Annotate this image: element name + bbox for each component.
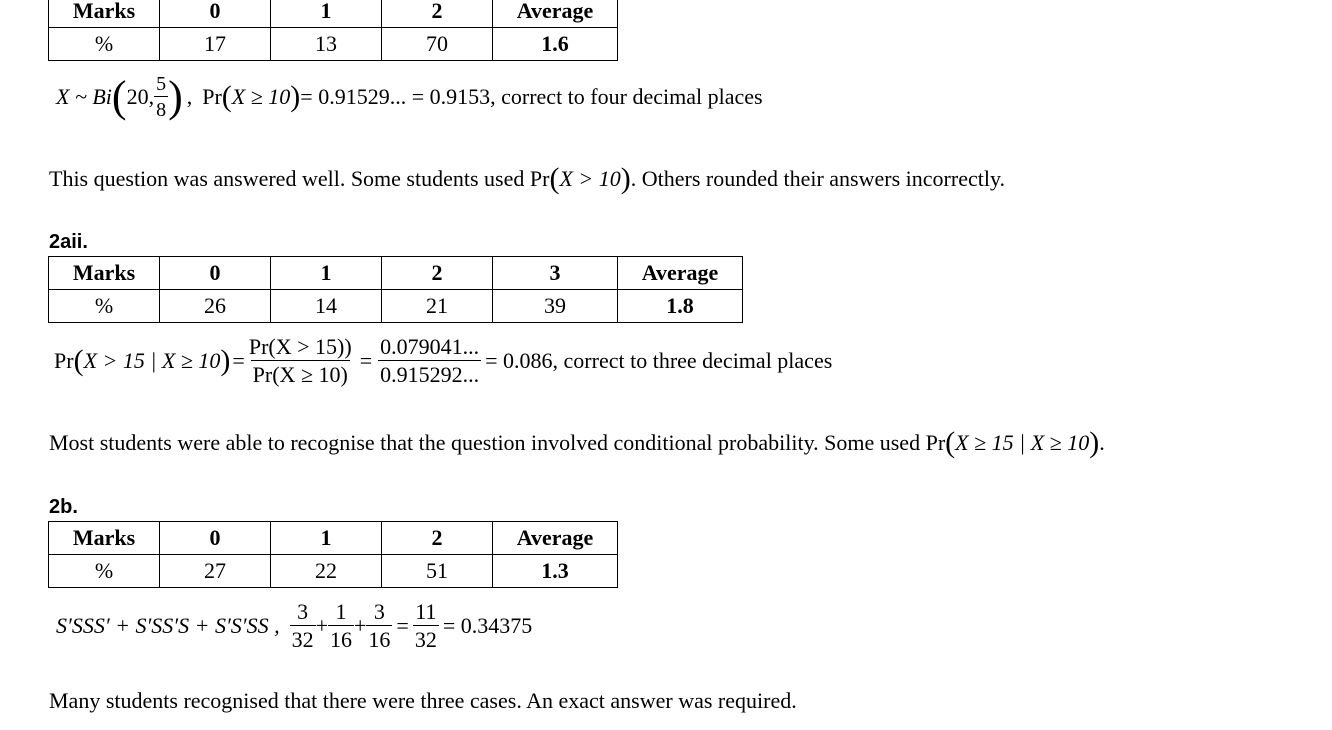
comment-text: . Others rounded their answers incorrectly. [630, 166, 1006, 191]
fraction [378, 336, 481, 386]
formula-pr: Pr [54, 348, 74, 373]
table-header-cell: Average [493, 0, 618, 28]
binomial-formula [56, 66, 763, 128]
paren-close: ) [620, 162, 631, 195]
fraction-denominator: 16 [330, 627, 352, 652]
table-header-cell: 0 [160, 257, 271, 290]
paren-open: ( [111, 72, 127, 121]
fraction [328, 601, 354, 651]
table-header-cell: 2 [382, 0, 493, 28]
paren-close: ) [1089, 426, 1100, 459]
conditional-probability-formula [54, 330, 832, 392]
table-header-cell: 3 [493, 257, 618, 290]
fraction [290, 601, 316, 651]
table-header-row [49, 257, 743, 290]
fraction-numerator: 11 [415, 599, 437, 624]
table-header-cell: 1 [271, 0, 382, 28]
formula-pr: Pr [202, 84, 222, 109]
table-cell-average: 1.8 [618, 290, 743, 323]
equals-sign: = [396, 613, 409, 638]
table-row [49, 555, 618, 588]
fraction-denominator: 32 [414, 627, 437, 652]
table-row [49, 28, 618, 61]
fraction-numerator: 0.079041... [380, 334, 480, 359]
fraction [366, 601, 392, 651]
fraction-denominator: 16 [368, 627, 391, 652]
section-2b-comment: Many students recognised that there were three cases. An exact answer was required. [49, 688, 797, 713]
table-header-cell: 2 [382, 522, 493, 555]
formula-lhs: X ~ Bi [56, 84, 112, 109]
comment-text: Most students were able to recognise that the question involved conditional probability. Some used [49, 430, 926, 455]
table-header-cell: Marks [49, 522, 160, 555]
table-header-row [49, 522, 618, 555]
table-cell: % [49, 555, 160, 588]
fraction-denominator: 0.915292... [380, 362, 480, 387]
fraction-denominator: 8 [154, 96, 168, 120]
table-cell: 13 [271, 28, 382, 61]
fraction [247, 336, 354, 386]
fraction-denominator: 32 [291, 627, 314, 652]
section-1-comment [49, 164, 1005, 194]
plus-sign: + [354, 613, 367, 638]
paren-open: ( [221, 80, 232, 113]
table-cell: 17 [160, 28, 271, 61]
table-cell: 22 [271, 555, 382, 588]
comment-event: X ≥ 15 | X ≥ 10 [955, 430, 1090, 455]
table-cell-average: 1.3 [493, 555, 618, 588]
marks-table-2b [48, 521, 618, 588]
fraction-numerator: 5 [156, 73, 167, 95]
table-cell: 51 [382, 555, 493, 588]
fraction-denominator: Pr(X ≥ 10) [252, 362, 348, 387]
fraction-numerator: 3 [373, 599, 385, 624]
table-header-row [49, 0, 618, 28]
paren-open: ( [945, 426, 956, 459]
fraction [413, 601, 439, 651]
table-cell: 14 [271, 290, 382, 323]
table-header-cell: Marks [49, 0, 160, 28]
comment-text: . [1099, 430, 1105, 455]
table-cell: 70 [382, 28, 493, 61]
paren-open: ( [73, 344, 84, 377]
table-row [49, 290, 743, 323]
paren-close: ) [168, 72, 183, 121]
formula-cases: S′SSS′ + S′SS′S + S′S′SS , [56, 613, 280, 638]
paren-close: ) [220, 344, 231, 377]
table-cell: % [49, 28, 160, 61]
formula-event: X ≥ 10 [231, 84, 291, 109]
table-cell-average: 1.6 [493, 28, 618, 61]
formula-note: , correct to three decimal places [552, 348, 833, 373]
formula-result: = 0.34375 [442, 613, 533, 638]
section-heading-2aii: 2aii. [49, 231, 88, 253]
formula-note: , correct to four decimal places [490, 84, 763, 109]
formula-result: = 0.91529... = 0.9153 [300, 84, 491, 109]
marks-table-1 [48, 0, 618, 61]
section-heading-2b: 2b. [49, 496, 78, 518]
table-cell: 21 [382, 290, 493, 323]
paren-open: ( [549, 162, 560, 195]
table-header-cell: 0 [160, 522, 271, 555]
fraction-numerator: 1 [335, 599, 347, 624]
equals-sign: = [359, 348, 373, 373]
cases-formula [56, 595, 532, 657]
table-header-cell: 0 [160, 0, 271, 28]
section-2aii-comment [49, 428, 1105, 458]
table-header-cell: 1 [271, 522, 382, 555]
table-header-cell: Average [618, 257, 743, 290]
table-cell: 27 [160, 555, 271, 588]
table-cell: % [49, 290, 160, 323]
plus-sign: + [315, 613, 328, 638]
comment-event: X > 10 [559, 166, 621, 191]
table-header-cell: 1 [271, 257, 382, 290]
paren-close: ) [290, 80, 301, 113]
formula-separator: , [186, 84, 193, 109]
fraction-numerator: 3 [297, 599, 309, 624]
table-cell: 26 [160, 290, 271, 323]
comment-pr: Pr [925, 430, 946, 455]
formula-n: 20, [126, 84, 155, 109]
fraction [154, 74, 168, 120]
formula-event: X > 15 | X ≥ 10 [83, 348, 221, 373]
table-cell: 39 [493, 290, 618, 323]
table-header-cell: Average [493, 522, 618, 555]
table-header-cell: Marks [49, 257, 160, 290]
fraction-numerator: Pr(X > 15)) [248, 334, 352, 359]
marks-table-2aii [48, 256, 743, 323]
equals-sign: = [232, 348, 245, 373]
comment-text: This question was answered well. Some students used Pr [49, 166, 550, 191]
formula-result: = 0.086 [485, 348, 553, 373]
table-header-cell: 2 [382, 257, 493, 290]
